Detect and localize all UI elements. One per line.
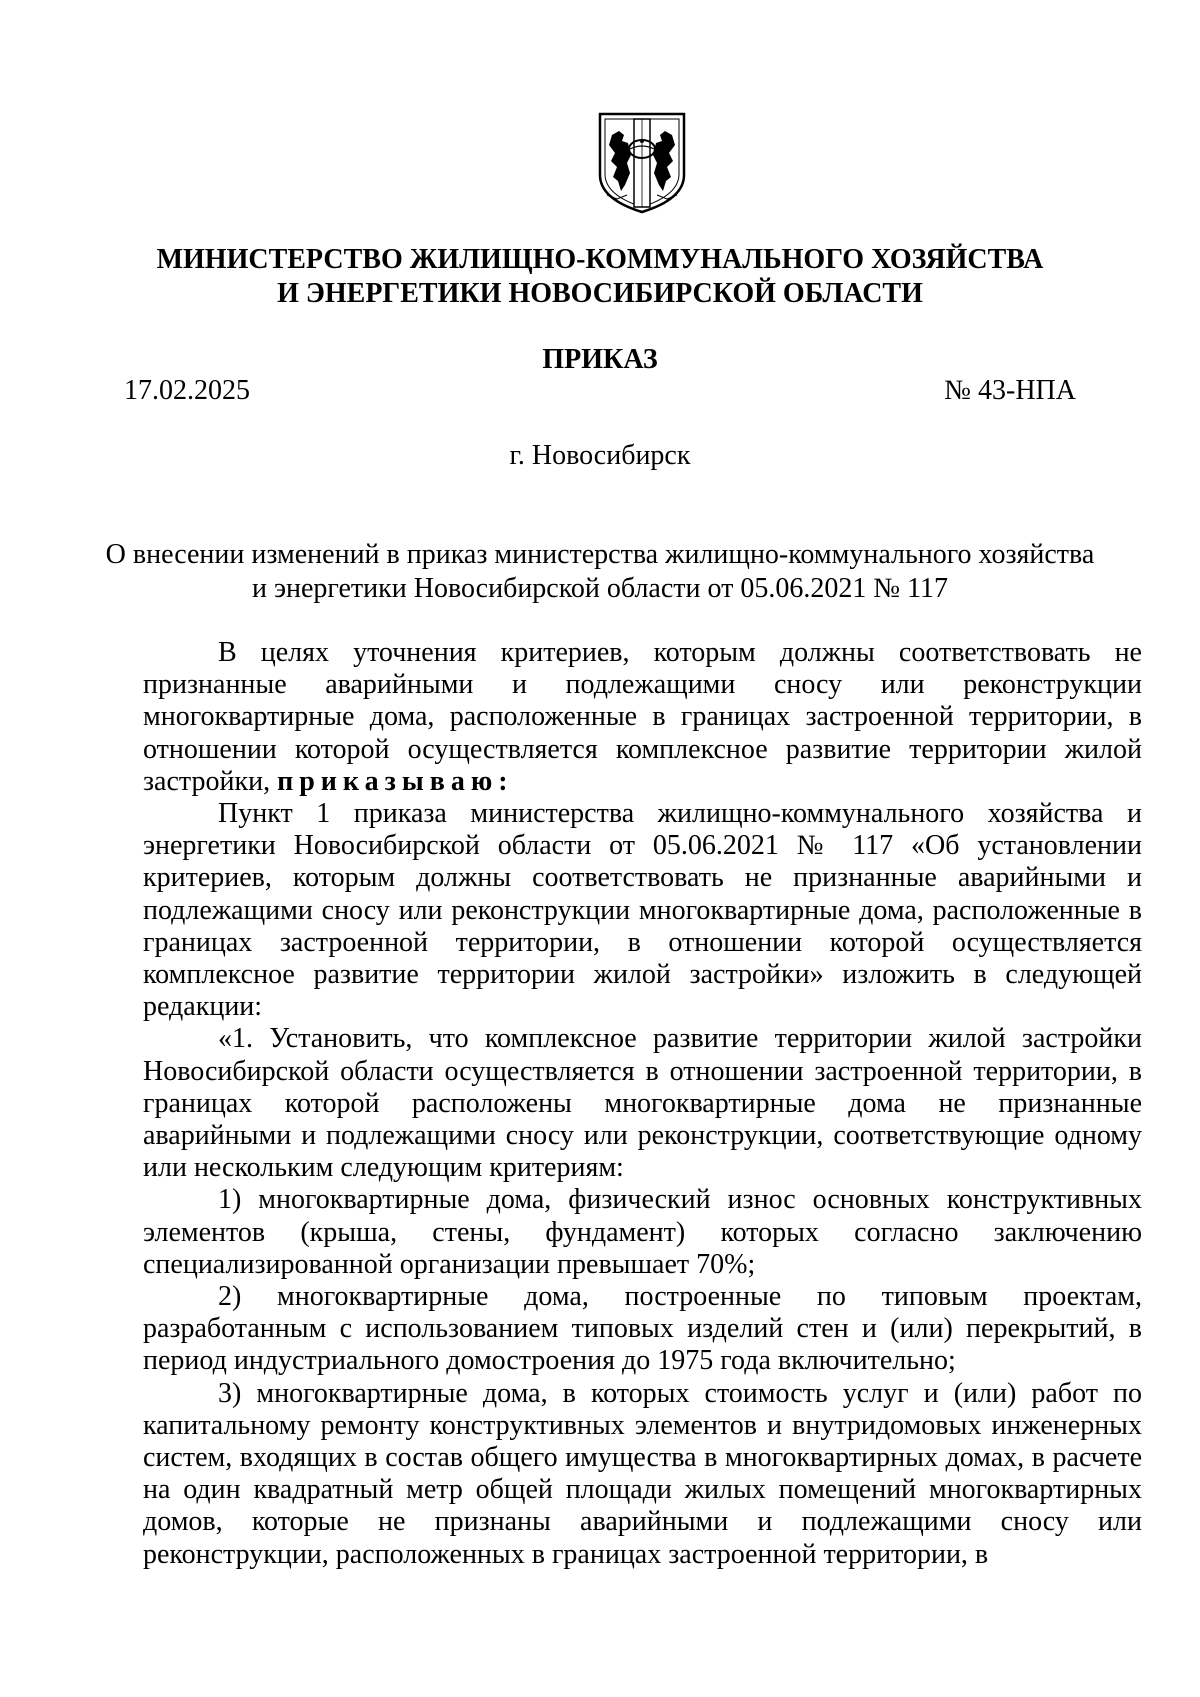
criterion-3-paragraph: 3) многоквартирные дома, в которых стоимость услуг и (или) работ по капитальному ремонту конструктивных элементов и внутридомовых инженерных систем, входящих в состав общего имущества в многоквартирных домах, в расчете на один квадратный метр общей площади жилых помещений многоквартирных домов, которые не признаны аварийными и подлежащими сносу или реконструкции, расположенных в границах застроенной территории, в — [143, 1377, 1142, 1570]
coat-of-arms-icon — [597, 111, 687, 215]
order-subject-line2: и энергетики Новосибирской области от 05.06.2021 № 117 — [251, 573, 949, 604]
order-subject-line1: О внесении изменений в приказ министерства жилищно-коммунального хозяйства — [105, 539, 1095, 570]
amendment-paragraph: Пункт 1 приказа министерства жилищно-коммунального хозяйства и энергетики Новосибирской области от 05.06.2021 № 117 «Об установлении критериев, которым должны соответствовать не признанные аварийными и подлежащими сносу или реконструкции многоквартирные дома, расположенные в границах застроенной территории, в отношении которой осуществляется комплексное развитие территории жилой застройки» изложить в следующей редакции: — [143, 798, 1142, 1023]
ministry-name-line2: И ЭНЕРГЕТИКИ НОВОСИБИРСКОЙ ОБЛАСТИ — [277, 278, 923, 309]
order-date: 17.02.2025 — [124, 375, 250, 406]
ministry-name-line1: МИНИСТЕРСТВО ЖИЛИЩНО-КОММУНАЛЬНОГО ХОЗЯЙСТВА — [156, 244, 1044, 275]
order-subject — [0, 538, 1200, 606]
criterion-1-paragraph: 1) многоквартирные дома, физический износ основных конструктивных элементов (крыша, стены, фундамент) которых согласно заключению специализированной организации превышает 70%; — [143, 1184, 1142, 1280]
order-body — [143, 637, 1142, 1571]
preamble-text: В целях уточнения критериев, которым должны соответствовать не признанные аварийными и подлежащими сносу или реконструкции многоквартирные дома, расположенные в границах застроенной территории, в отношении которой осуществляется комплексное развитие территории жилой застройки, — [143, 637, 1142, 797]
order-directive: приказываю — [277, 765, 499, 797]
ministry-name — [0, 243, 1200, 311]
criterion-2-paragraph: 2) многоквартирные дома, построенные по типовым проектам, разработанным с использованием типовых изделий стен и (или) перекрытий, в период индустриального домостроения до 1975 года включительно; — [143, 1281, 1142, 1377]
order-city: г. Новосибирск — [509, 440, 691, 471]
order-title: ПРИКАЗ — [542, 344, 658, 375]
order-number: № 43-НПА — [944, 375, 1076, 406]
order-directive-colon: : — [498, 765, 508, 797]
preamble-paragraph — [143, 637, 1142, 798]
clause-1-paragraph: «1. Установить, что комплексное развитие территории жилой застройки Новосибирской области осуществляется в отношении застроенной территории, в границах которой расположены многоквартирные дома не признанные аварийными и подлежащими сносу или реконструкции, соответствующие одному или нескольким следующим критериям: — [143, 1023, 1142, 1184]
